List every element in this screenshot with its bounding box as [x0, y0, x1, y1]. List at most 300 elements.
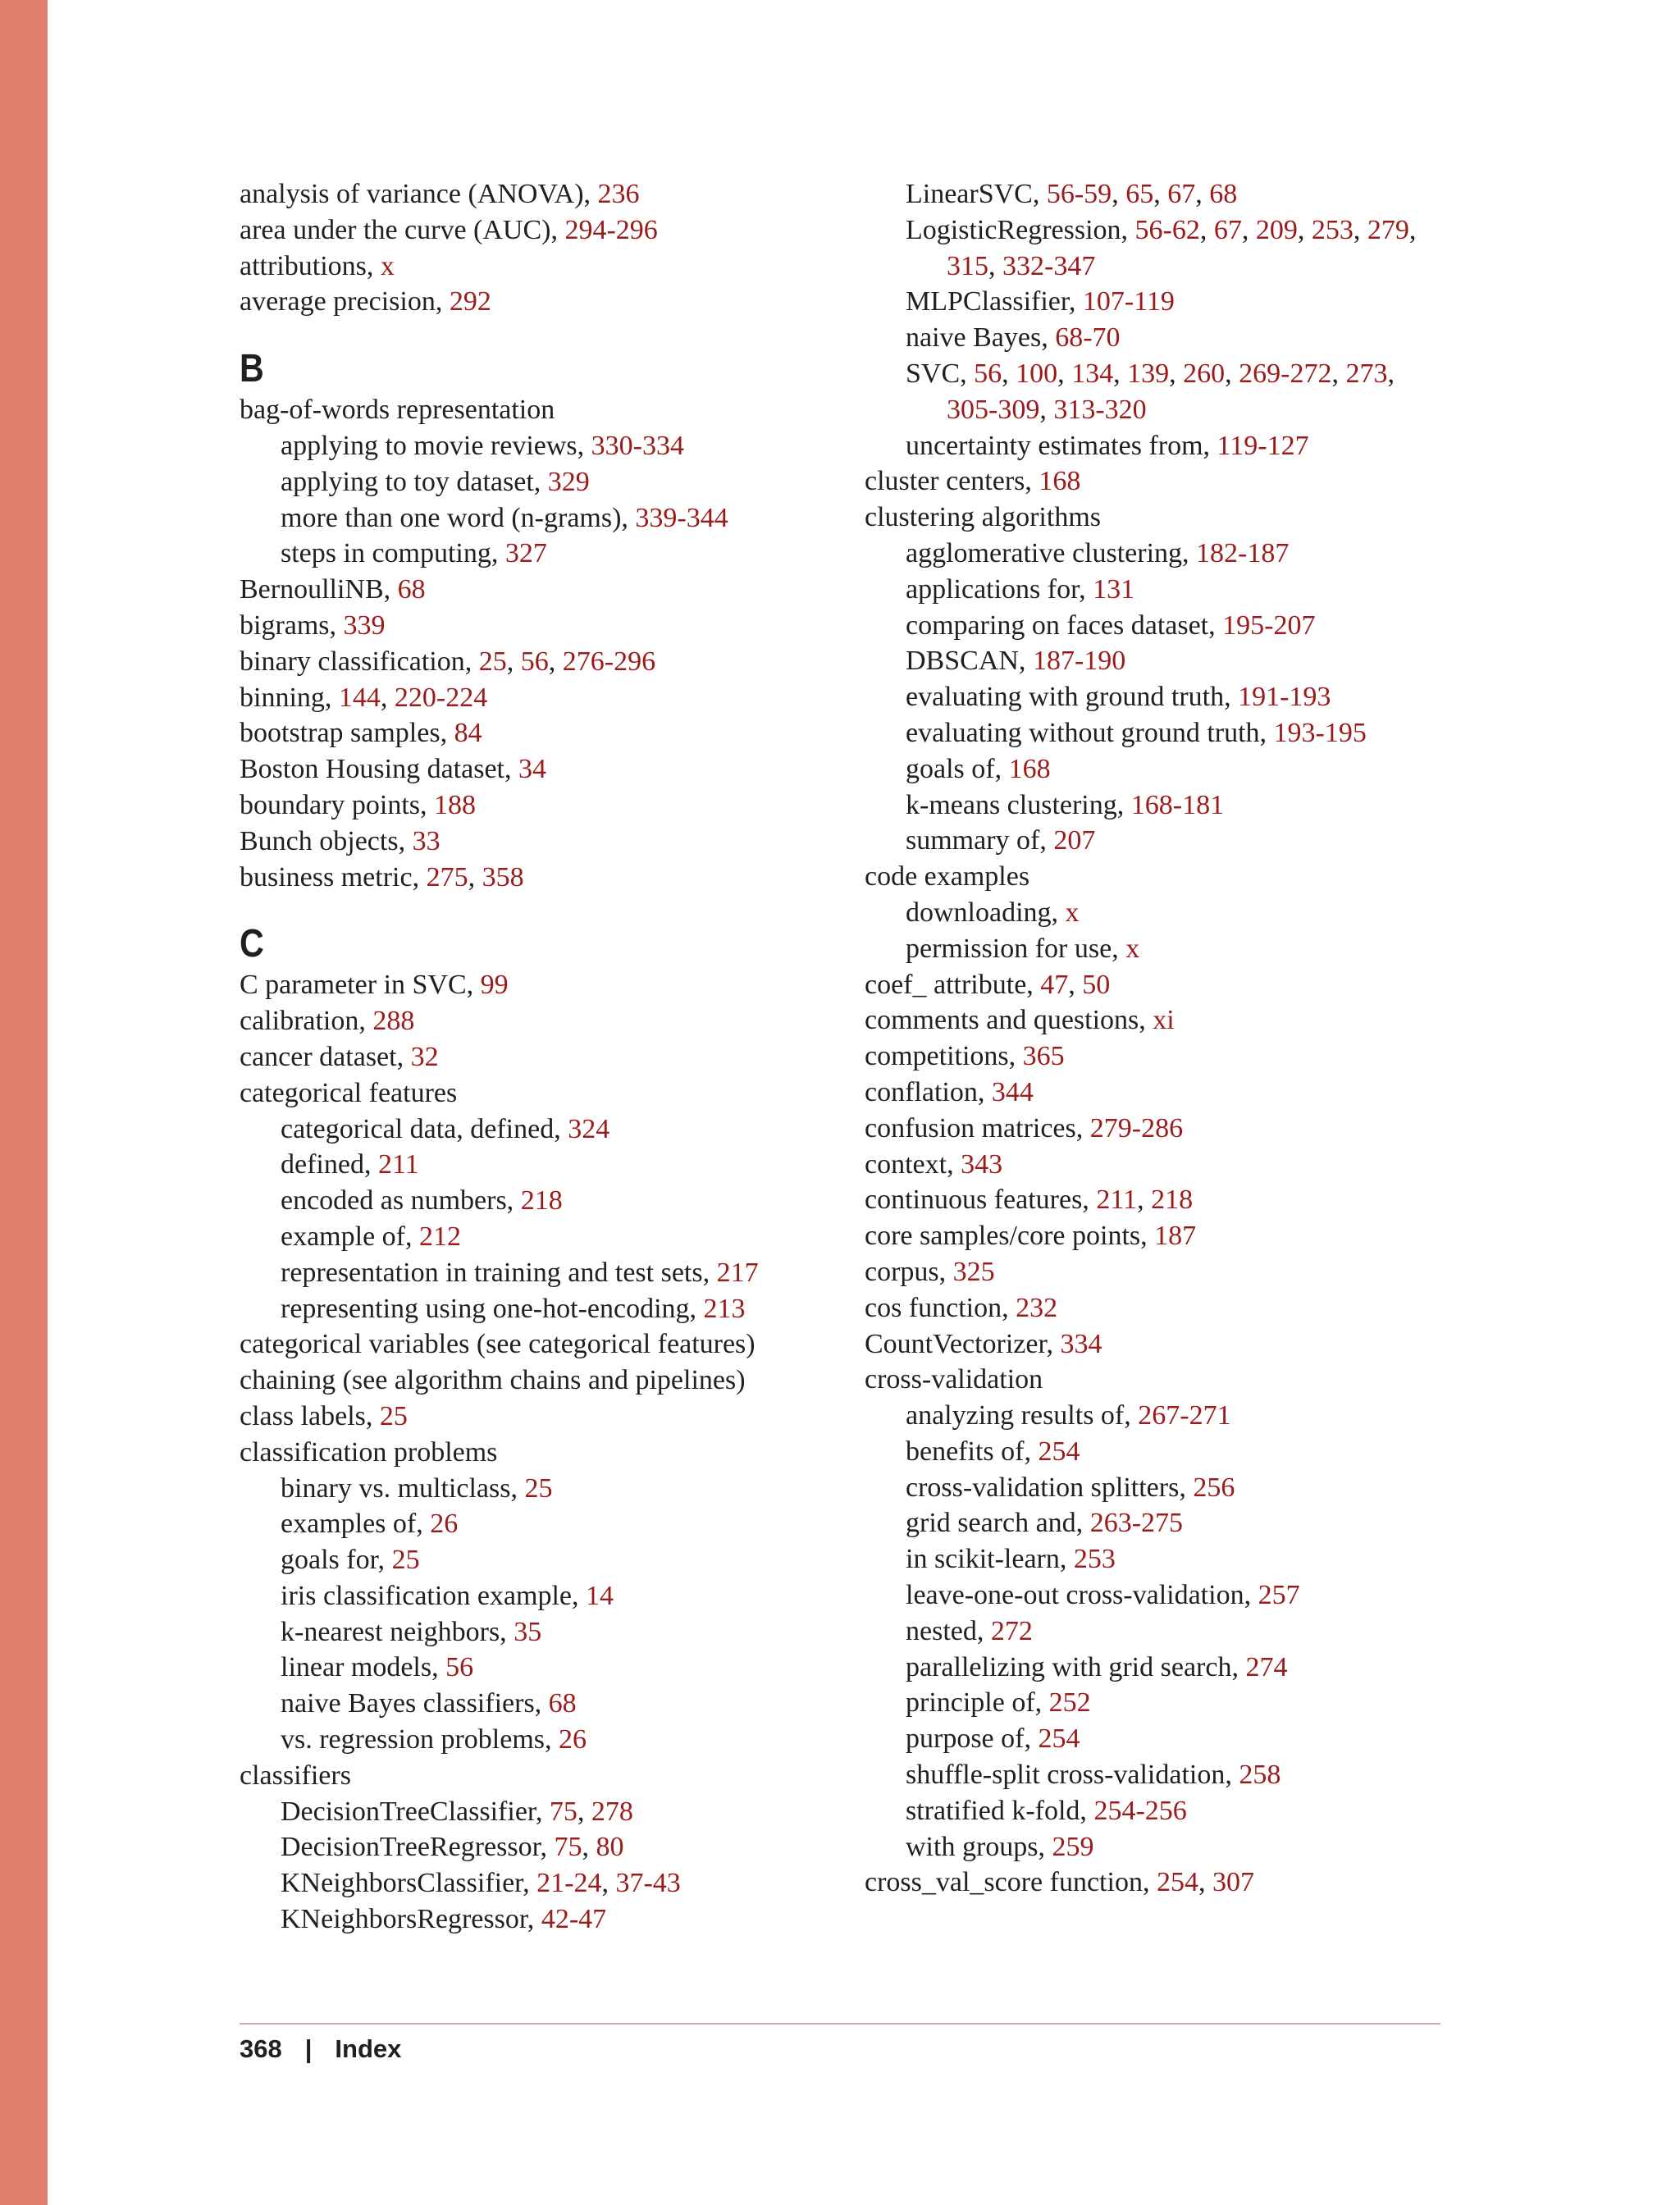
index-subentry [240, 1686, 863, 1722]
index-term: grid search and, [906, 1508, 1090, 1539]
index-entry [240, 572, 863, 608]
page-reference-link[interactable]: 21-24 [536, 1868, 602, 1899]
index-entry [240, 176, 863, 212]
page-reference-link[interactable]: 195-207 [1222, 609, 1316, 641]
page-reference-link[interactable]: 273 [1345, 358, 1388, 389]
index-subentry: KNeighborsClassifier, 21-24, 37-43 [281, 1868, 681, 1899]
index-column-right [865, 176, 1488, 1901]
trailing-comma: , [1387, 358, 1395, 389]
page-reference-link[interactable]: 68 [548, 1688, 577, 1719]
index-subentry [865, 823, 1488, 859]
page-reference-link[interactable]: 344 [991, 1076, 1034, 1107]
page-reference-link[interactable]: 68 [1209, 179, 1238, 209]
index-entry: cross_val_score function, 254, 307 [865, 1867, 1254, 1898]
index-subentry [240, 500, 863, 536]
index-subentry [865, 1470, 1488, 1506]
index-entry [240, 1003, 863, 1039]
index-term: categorical features [240, 1077, 458, 1108]
page-reference-link[interactable]: 339 [343, 609, 386, 641]
index-term: examples of, [281, 1509, 431, 1540]
index-term: permission for use, [906, 933, 1126, 964]
index-entry [865, 1290, 1488, 1326]
page-reference-link[interactable]: 25 [524, 1472, 553, 1504]
index-entry: continuous features, 211, 218 [865, 1185, 1194, 1216]
index-entry [240, 1326, 863, 1363]
index-term: uncertainty estimates from, [906, 430, 1217, 461]
page-reference-link[interactable]: 14 [586, 1580, 614, 1611]
page-reference-link[interactable]: 187 [1154, 1221, 1197, 1252]
page-reference-link[interactable]: 35 [514, 1616, 542, 1647]
index-subentry [240, 1219, 863, 1255]
index-term: cross-validation [865, 1364, 1043, 1395]
index-term: benefits of, [906, 1436, 1039, 1467]
index-term: categorical variables (see categorical features) [240, 1329, 756, 1360]
index-subentry [240, 1578, 863, 1614]
page-reference-link[interactable]: 26 [559, 1724, 587, 1755]
page-reference-link[interactable]: 288 [372, 1006, 415, 1037]
index-subentry [865, 1577, 1488, 1614]
index-subentry [240, 1255, 863, 1291]
page-reference-link[interactable]: 168-181 [1130, 789, 1225, 820]
index-term: continuous features, [865, 1185, 1097, 1216]
index-term: Bunch objects, [240, 825, 413, 856]
index-subentry [865, 428, 1488, 464]
index-term: KNeighborsRegressor, [281, 1904, 541, 1935]
index-subentry [865, 1650, 1488, 1686]
index-entry [865, 1111, 1488, 1147]
page-reference-link[interactable]: 254 [1038, 1723, 1080, 1755]
index-term: with groups, [906, 1831, 1052, 1862]
index-term: comments and questions, [865, 1005, 1153, 1036]
index-term: comparing on faces dataset, [906, 609, 1223, 641]
index-subentry [865, 1614, 1488, 1650]
index-entry [240, 1435, 863, 1471]
index-term: iris classification example, [281, 1580, 586, 1611]
index-term: naive Bayes, [906, 322, 1056, 354]
index-term: steps in computing, [281, 538, 505, 569]
index-term: defined, [281, 1149, 378, 1180]
index-subentry: DecisionTreeClassifier, 75, 278 [281, 1796, 633, 1827]
index-term: example of, [281, 1221, 419, 1252]
page-reference-link[interactable]: 257 [1258, 1580, 1300, 1611]
index-term: classification problems [240, 1436, 498, 1468]
index-term: bigrams, [240, 609, 344, 641]
page-reference-link[interactable]: 254 [1038, 1436, 1080, 1467]
footer-rule [240, 2023, 1440, 2025]
index-subentry [240, 1147, 863, 1183]
page-reference-link[interactable]: 33 [412, 825, 441, 856]
page-reference-link[interactable]: 218 [520, 1185, 563, 1217]
index-term: categorical data, defined, [281, 1113, 568, 1144]
page-reference-link[interactable]: 50 [1082, 969, 1111, 1000]
index-entry [865, 1075, 1488, 1111]
index-term: calibration, [240, 1006, 373, 1037]
page-reference-link[interactable]: 68 [397, 574, 426, 605]
page-reference-link[interactable]: 67 [1167, 179, 1196, 209]
page-reference-link[interactable]: 254-256 [1093, 1795, 1187, 1826]
page-reference-link[interactable]: 25 [478, 646, 507, 677]
page-reference-link[interactable]: 325 [952, 1256, 995, 1287]
index-subentry [865, 1434, 1488, 1470]
page-reference-link[interactable]: 65 [1125, 179, 1154, 209]
page-reference-link[interactable]: 272 [990, 1615, 1033, 1646]
index-term: DecisionTreeClassifier, [281, 1796, 550, 1827]
index-subentry [865, 608, 1488, 644]
index-term: SVC, [906, 358, 975, 389]
index-subentry [240, 1722, 863, 1758]
index-entry: binning, 144, 220-224 [240, 682, 488, 713]
index-term: principle of, [906, 1687, 1049, 1719]
index-term: binary vs. multiclass, [281, 1472, 525, 1504]
page-reference-link[interactable]: x [380, 250, 395, 281]
page-reference-link[interactable]: x [1125, 933, 1140, 964]
index-subentry [865, 751, 1488, 788]
page-edge-band [0, 0, 48, 2205]
index-term: evaluating with ground truth, [906, 682, 1239, 713]
index-term: boundary points, [240, 789, 435, 820]
page-reference-link[interactable]: 213 [703, 1293, 746, 1324]
index-term: shuffle-split cross-validation, [906, 1760, 1239, 1791]
index-entry [240, 1758, 863, 1794]
index-entry [240, 788, 863, 824]
index-subentry [240, 536, 863, 572]
index-term: bag-of-words representation [240, 395, 555, 426]
page-reference-link[interactable]: 207 [1053, 825, 1096, 856]
page-reference-link[interactable]: 315 [947, 250, 988, 281]
index-term: classifiers [240, 1760, 351, 1791]
index-entry [240, 212, 863, 249]
page-reference-link[interactable]: 220-224 [394, 682, 488, 713]
index-term: naive Bayes classifiers, [281, 1688, 549, 1719]
index-entry [865, 463, 1488, 500]
index-term: LinearSVC, [906, 179, 1047, 209]
page-reference-link[interactable]: 32 [410, 1041, 439, 1072]
page-reference-link[interactable]: 327 [504, 538, 547, 569]
index-term: goals of, [906, 753, 1009, 784]
index-entry [865, 1218, 1488, 1254]
index-term: applying to movie reviews, [281, 430, 591, 461]
index-term: KNeighborsClassifier, [281, 1868, 537, 1899]
page-reference-link[interactable]: 339-344 [635, 502, 728, 533]
page-reference-link[interactable]: 212 [419, 1221, 461, 1252]
page-reference-link[interactable]: 218 [1151, 1185, 1194, 1216]
page-reference-link[interactable]: 256 [1193, 1472, 1235, 1503]
page-reference-link[interactable]: 236 [597, 179, 640, 209]
index-subentry [865, 1829, 1488, 1865]
page-reference-link[interactable]: 279 [1367, 214, 1409, 245]
index-column-left [240, 176, 863, 1938]
index-term: downloading, [906, 897, 1066, 928]
index-subentry [865, 1721, 1488, 1757]
index-subentry [240, 1291, 863, 1327]
page-reference-link[interactable]: 134 [1071, 358, 1114, 389]
index-entry [865, 1002, 1488, 1039]
index-term: stratified k-fold, [906, 1795, 1094, 1826]
index-subentry [865, 679, 1488, 715]
page-reference-link[interactable]: 305-309 [947, 394, 1040, 425]
page-reference-link[interactable]: 191-193 [1238, 682, 1331, 713]
page-reference-link[interactable]: 252 [1048, 1687, 1091, 1719]
page-reference-link[interactable]: 267-271 [1138, 1400, 1231, 1431]
section-letter: C [240, 922, 264, 966]
page-reference-link[interactable]: 100 [1016, 358, 1058, 389]
index-entry [240, 249, 863, 285]
index-term: binary classification, [240, 646, 479, 677]
page-reference-link[interactable]: 26 [430, 1509, 459, 1540]
page-reference-link[interactable]: 84 [454, 718, 482, 749]
index-subentry [240, 1542, 863, 1578]
index-term: DecisionTreeRegressor, [281, 1832, 555, 1863]
index-term: DBSCAN, [906, 646, 1033, 677]
page-reference-link[interactable]: 144 [338, 682, 381, 713]
index-term: cross_val_score function, [865, 1867, 1157, 1898]
index-term: agglomerative clustering, [906, 537, 1197, 568]
index-subentry [865, 643, 1488, 679]
index-continuation: 305-309, 313-320 [947, 394, 1147, 425]
index-term: nested, [906, 1615, 991, 1646]
page-reference-link[interactable]: 324 [568, 1113, 610, 1144]
index-term: Boston Housing dataset, [240, 754, 518, 785]
index-entry [240, 824, 863, 860]
page-reference-link[interactable]: 75 [549, 1796, 578, 1827]
index-entry [240, 1039, 863, 1075]
index-term: representing using one-hot-encoding, [281, 1293, 704, 1324]
page-reference-link[interactable]: 211 [377, 1149, 419, 1180]
page-reference-link[interactable]: 56 [445, 1652, 474, 1683]
index-subentry [865, 895, 1488, 931]
index-subentry [865, 1505, 1488, 1541]
index-term: summary of, [906, 825, 1054, 856]
index-subentry: DecisionTreeRegressor, 75, 80 [281, 1832, 624, 1863]
page-reference-link[interactable]: 294-296 [564, 214, 658, 245]
page-reference-link[interactable]: 139 [1127, 358, 1170, 389]
page-reference-link[interactable]: 343 [961, 1148, 1003, 1180]
index-term: confusion matrices, [865, 1112, 1090, 1144]
index-subentry [865, 1793, 1488, 1829]
page-reference-link[interactable]: 211 [1096, 1185, 1138, 1216]
index-term: analyzing results of, [906, 1400, 1139, 1431]
page-reference-link[interactable]: 358 [482, 861, 524, 892]
page-reference-link[interactable]: 107-119 [1082, 286, 1175, 317]
index-term: conflation, [865, 1076, 992, 1107]
index-subentry: LinearSVC, 56-59, 65, 67, 68 [906, 179, 1238, 209]
index-term: attributions, [240, 250, 381, 281]
page-reference-link[interactable]: 274 [1245, 1651, 1288, 1682]
index-subentry [865, 788, 1488, 824]
index-term: core samples/core points, [865, 1221, 1155, 1252]
index-entry [240, 715, 863, 751]
index-term: bootstrap samples, [240, 718, 454, 749]
index-subentry [865, 572, 1488, 608]
index-subentry [240, 1506, 863, 1542]
page-reference-link[interactable]: 131 [1093, 573, 1135, 605]
index-term: chaining (see algorithm chains and pipelines) [240, 1365, 746, 1396]
page-reference-link[interactable]: 193-195 [1273, 717, 1367, 748]
index-term: applying to toy dataset, [281, 466, 548, 497]
index-entry [865, 859, 1488, 895]
index-entry [240, 1399, 863, 1435]
index-subentry [865, 284, 1488, 320]
page-reference-link[interactable]: 259 [1052, 1831, 1094, 1862]
index-subentry [865, 1398, 1488, 1434]
index-term: area under the curve (AUC), [240, 214, 565, 245]
page-reference-link[interactable]: 168 [1039, 466, 1081, 497]
index-entry [865, 1326, 1488, 1363]
index-term: cancer dataset, [240, 1041, 411, 1072]
index-subentry: LogisticRegression, 56-62, 67, 209, 253, 279, [906, 214, 1417, 245]
page-number: 368 [240, 2034, 282, 2063]
index-entry [865, 500, 1488, 536]
index-term: cos function, [865, 1292, 1016, 1323]
page-reference-link[interactable]: 37-43 [615, 1868, 681, 1899]
page-reference-link[interactable]: 254 [1156, 1867, 1198, 1898]
index-term: BernoulliNB, [240, 574, 398, 605]
index-continuation: 315, 332-347 [947, 250, 1096, 281]
page-reference-link[interactable]: 56 [520, 646, 549, 677]
page-reference-link[interactable]: 42-47 [541, 1904, 607, 1935]
page-reference-link[interactable]: 188 [434, 789, 477, 820]
page-reference-link[interactable]: 275 [426, 861, 468, 892]
index-term: analysis of variance (ANOVA), [240, 179, 598, 209]
page-reference-link[interactable]: 292 [449, 286, 491, 317]
index-term: more than one word (n-grams), [281, 502, 636, 533]
page-reference-link[interactable]: 332-347 [1002, 250, 1096, 281]
index-term: binning, [240, 682, 339, 713]
page-reference-link[interactable]: 187-190 [1032, 646, 1126, 677]
index-term: parallelizing with grid search, [906, 1651, 1246, 1682]
index-term: coef_ attribute, [865, 969, 1041, 1000]
page-reference-link[interactable]: 365 [1022, 1041, 1065, 1072]
index-term: code examples [865, 861, 1030, 892]
page-reference-link[interactable]: 56-62 [1134, 214, 1200, 245]
index-term: class labels, [240, 1400, 380, 1431]
page-reference-link[interactable]: 232 [1016, 1292, 1058, 1323]
index-term: leave-one-out cross-validation, [906, 1580, 1258, 1611]
index-subentry [865, 931, 1488, 967]
index-entry [240, 1363, 863, 1399]
index-subentry [865, 715, 1488, 751]
page-footer [240, 2034, 401, 2064]
index-subentry [240, 1112, 863, 1148]
page-reference-link[interactable]: x [1065, 897, 1080, 928]
index-subentry [865, 320, 1488, 356]
page-reference-link[interactable]: 330-334 [591, 430, 684, 461]
index-term: linear models, [281, 1652, 446, 1683]
index-subentry: SVC, 56, 100, 134, 139, 260, 269-272, 273, [906, 358, 1395, 389]
page-reference-link[interactable]: 75 [554, 1832, 582, 1863]
page-reference-link[interactable]: 279-286 [1089, 1112, 1184, 1144]
index-entry [240, 1075, 863, 1112]
page-reference-link[interactable]: 278 [591, 1796, 633, 1827]
index-entry [865, 1362, 1488, 1398]
page-reference-link[interactable]: 168 [1008, 753, 1051, 784]
index-term: average precision, [240, 286, 450, 317]
page-reference-link[interactable]: 329 [547, 466, 590, 497]
page-reference-link[interactable]: 258 [1239, 1760, 1281, 1791]
index-subentry [240, 464, 863, 500]
index-entry [240, 751, 863, 788]
index-term: in scikit-learn, [906, 1544, 1074, 1575]
page-reference-link[interactable]: 34 [518, 754, 546, 785]
page-reference-link[interactable]: 217 [716, 1257, 759, 1288]
page-reference-link[interactable]: 209 [1255, 214, 1298, 245]
page-reference-link[interactable]: 334 [1060, 1328, 1102, 1359]
section-letter: B [240, 347, 264, 391]
page-reference-link[interactable]: 253 [1311, 214, 1354, 245]
page-reference-link[interactable]: 68-70 [1055, 322, 1121, 354]
page-reference-link[interactable]: 307 [1212, 1867, 1254, 1898]
index-subentry [240, 1471, 863, 1507]
index-term: C parameter in SVC, [240, 970, 481, 1001]
index-subentry [240, 1614, 863, 1650]
index-subentry [865, 1541, 1488, 1577]
index-entry: coef_ attribute, 47, 50 [865, 969, 1111, 1000]
index-entry [240, 608, 863, 644]
footer-separator: | [304, 2034, 313, 2063]
page-reference-link[interactable]: 25 [379, 1400, 408, 1431]
index-subentry [865, 1757, 1488, 1793]
page-reference-link[interactable]: 276-296 [562, 646, 656, 677]
index-term: context, [865, 1148, 961, 1180]
index-term: clustering algorithms [865, 502, 1102, 533]
page-reference-link[interactable]: 119-127 [1217, 430, 1309, 461]
index-term: LogisticRegression, [906, 214, 1135, 245]
page-reference-link[interactable]: xi [1153, 1005, 1175, 1036]
index-subentry [240, 1183, 863, 1219]
page-reference-link[interactable]: 253 [1073, 1544, 1116, 1575]
page-reference-link[interactable]: 56-59 [1046, 179, 1112, 209]
index-entry [240, 392, 863, 428]
index-term: k-means clustering, [906, 789, 1131, 820]
page-reference-link[interactable]: 47 [1040, 969, 1069, 1000]
index-entry [240, 284, 863, 320]
index-entry [865, 1147, 1488, 1183]
index-term: CountVectorizer, [865, 1328, 1061, 1359]
page-reference-link[interactable]: 182-187 [1196, 537, 1290, 568]
index-term: encoded as numbers, [281, 1185, 521, 1217]
index-subentry [865, 536, 1488, 572]
index-term: vs. regression problems, [281, 1724, 559, 1755]
index-entry: business metric, 275, 358 [240, 861, 524, 892]
index-subentry [240, 428, 863, 464]
index-term: applications for, [906, 573, 1093, 605]
page-reference-link[interactable]: 25 [391, 1545, 420, 1576]
index-term: goals for, [281, 1545, 392, 1576]
index-term: corpus, [865, 1256, 953, 1287]
page-reference-link[interactable]: 80 [596, 1832, 624, 1863]
index-term: k-nearest neighbors, [281, 1616, 514, 1647]
trailing-comma: , [1408, 214, 1417, 245]
index-term: purpose of, [906, 1723, 1039, 1755]
page-reference-link[interactable]: 263-275 [1089, 1508, 1184, 1539]
index-subentry [240, 1901, 863, 1938]
index-term: representation in training and test sets, [281, 1257, 717, 1288]
page-reference-link[interactable]: 269-272 [1239, 358, 1332, 389]
index-subentry [865, 1685, 1488, 1721]
page-reference-link[interactable]: 260 [1183, 358, 1226, 389]
index-term: competitions, [865, 1041, 1023, 1072]
index-term: cross-validation splitters, [906, 1472, 1194, 1503]
index-entry: binary classification, 25, 56, 276-296 [240, 646, 656, 677]
index-entry [865, 1039, 1488, 1075]
index-term: cluster centers, [865, 466, 1039, 497]
index-term: evaluating without ground truth, [906, 717, 1274, 748]
page-reference-link[interactable]: 56 [974, 358, 1002, 389]
page-reference-link[interactable]: 99 [480, 970, 509, 1001]
index-entry [865, 1254, 1488, 1290]
page-reference-link[interactable]: 313-320 [1053, 394, 1147, 425]
page-reference-link[interactable]: 67 [1213, 214, 1242, 245]
